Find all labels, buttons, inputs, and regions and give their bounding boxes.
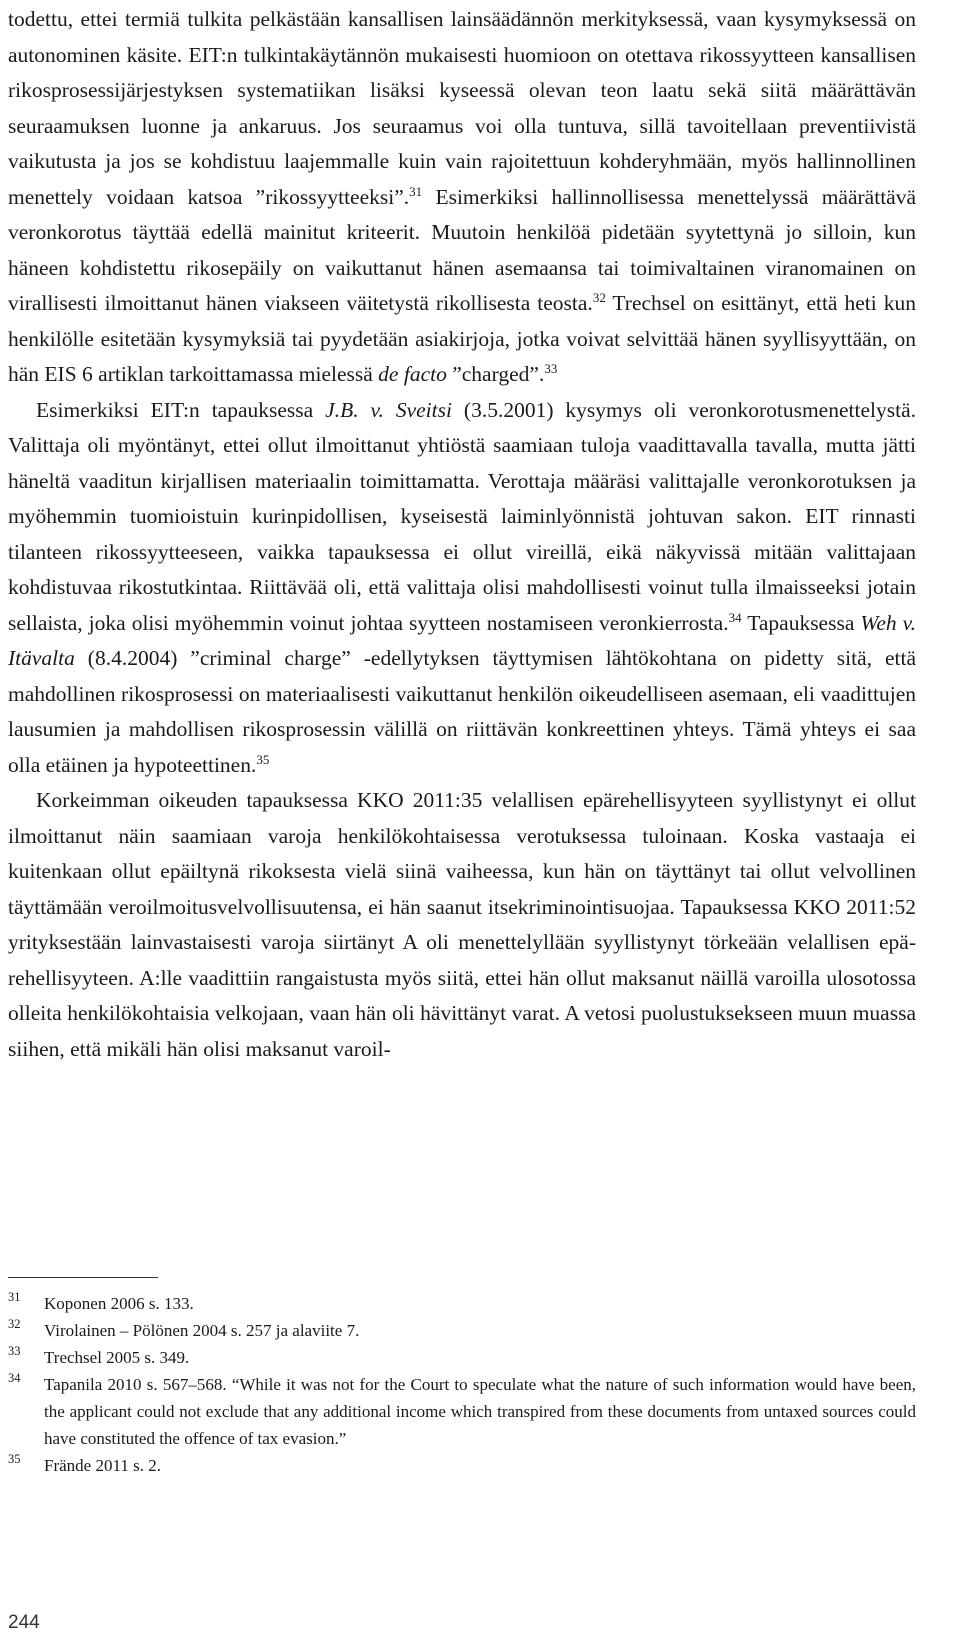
footnote-number: 33 (8, 1344, 21, 1358)
footnote-ref: 35 (256, 751, 270, 767)
paragraph-text: (8.4.2004) ”criminal charge” -edellytyksen täyttymisen lähtökohtana on pidetty sitä, että mahdollinen rikosprosessi on materiaalisesti vaikuttanut henkilön oikeudelliseen asemaan, eli vaadittujen lausumien ja mahdollisen rikosprosessin välillä on riittävän konkreettinen yhteys. Tämä yhteys ei saa olla etäinen ja hypoteettinen. (8, 646, 916, 777)
footnote (8, 1344, 916, 1371)
case-name: J.B. v. Sveitsi (325, 397, 452, 422)
page-number: 244 (8, 1612, 40, 1633)
paragraph-2 (8, 393, 916, 784)
case-name: Weh v. Itävalta (8, 610, 916, 670)
footnote-ref: 33 (544, 360, 558, 376)
paragraph-text: Esimerkiksi hallinnollisessa menettelyssä määrättävä veronkorotus täyttää edellä mainitut kriteerit. Muutoin henkilöä pidetään syytettynä jo silloin, kun häneen kohdistettu rikosepäily on vaikuttanut hänen asemaansa tai toimivaltainen viranomainen on virallisesti ilmoittanut hänen viakseen väitetystä rikollisesta teosta. (8, 184, 916, 315)
footnote-text: Frände 2011 s. 2. (44, 1456, 161, 1475)
italic-term: de facto (378, 362, 447, 386)
footnote-number: 34 (8, 1371, 21, 1385)
footnote (8, 1290, 916, 1317)
paragraph-text: Tapauksessa (741, 610, 861, 635)
footnote-text: Tapanila 2010 s. 567–568. “While it was not for the Court to speculate what the nature of such information would have been, the applicant could not exclude that any additional income which transpired from these documents from untaxed sources could have constituted the offence of tax evasion.” (44, 1375, 916, 1448)
footnote (8, 1317, 916, 1344)
footnote-text: Koponen 2006 s. 133. (44, 1294, 194, 1313)
footnotes (8, 1290, 916, 1479)
footnote (8, 1452, 916, 1479)
footnote-divider (8, 1277, 158, 1278)
footnote-ref: 34 (728, 609, 742, 625)
paragraph-text: ”charged”. (446, 362, 545, 386)
footnote-number: 31 (8, 1290, 21, 1304)
paragraph-text: todettu, ettei termiä tulkita pelkästään kansallisen lainsäädännön merkityksessä, vaan kysymyksessä on autonominen käsite. EIT:n tulkintakäytännön mukaisesti huomioon on otettava rikossyytteen kansallisen rikosprosessijärjestyksen systematiikan lisäksi kyseessä olevan teon laatu sekä siitä määrättävän seuraamuksen luonne ja ankaruus. Jos seuraamus voi olla tuntuva, sillä tavoitellaan preventiivistä vaikutusta ja jos se kohdistuu laajemmalle kuin vain rajoitettuun kohderyhmään, myös hallinnollinen menettely voidaan katsoa ”rikossyytteeksi”. (8, 7, 916, 209)
paragraph-3: Korkeimman oikeuden tapauksessa KKO 2011:35 velallisen epärehellisyyteen syyllistynyt ei ollut ilmoittanut näin saamiaan varoja henkilökohtaisessa verotuksessa tuloinaan. Koska vastaaja ei kuitenkaan ollut epäiltynä rikoksesta vielä siinä vaiheessa, kun hän on täyttänyt tai ollut velvollinen täyttämään veroilmoitusvelvollisuutensa, ei hän saanut itsekriminointisuojaa. Tapauksessa KKO 2011:52 yrityksestään lainvastaisesti varoja siirtänyt A oli menettelyllään syyllistynyt törkeään velallisen epärehellisyyteen. A:lle vaadittiin rangaistusta myös siitä, ettei hän ollut maksanut näillä varoilla ulosotossa olleita henkilökohtaisia velkojaan, vaan hän oli hävittänyt varat. A vetosi puolustuksekseen muun muassa siihen, että mikäli hän olisi maksanut varoil- (8, 788, 916, 1061)
footnote-number: 35 (8, 1452, 21, 1466)
footnote-ref: 31 (409, 183, 423, 199)
paragraph-text: Esimerkiksi EIT:n tapauksessa (36, 397, 326, 422)
footnote-text: Virolainen – Pölönen 2004 s. 257 ja alaviite 7. (44, 1321, 360, 1340)
body-text (8, 0, 916, 1067)
footnote (8, 1371, 916, 1452)
footnote-text: Trechsel 2005 s. 349. (44, 1348, 190, 1367)
footnote-number: 32 (8, 1317, 21, 1331)
footnote-ref: 32 (592, 289, 606, 305)
paragraph-1 (8, 2, 916, 393)
paragraph-text: (3.5.2001) kysymys oli veronkorotusmenettelystä. Valittaja oli myöntänyt, ettei ollut ilmoittanut yhtiöstä saamiaan tuloja vaadittavalla tavalla, mutta jätti häneltä vaaditun kirjallisen materiaalin toimittamatta. Verottaja määräsi valittajalle veronkorotuksen ja myöhemmin tuomioistuin kurinpidollisen, kyseisestä laiminlyönnistä johtuvan sakon. EIT rinnasti tilanteen rikossyytteeseen, vaikka tapauksessa ei ollut vireillä, eikä näkyvissä mitään valittajaan kohdistuvaa rikostutkintaa. Riittävää oli, että valittaja olisi mahdollisesti voinut tulla ilmaisseeksi jotain sellaista, joka olisi myöhemmin voinut johtaa syytteen nostamiseen veronkierrosta. (8, 397, 916, 635)
paragraph-text: Trechsel on esittänyt, että heti kun henkilölle esitetään kysymyksiä tai pyydetään asiakirjoja, jotka voivat selvittää hänen syyllisyyttään, on hän EIS 6 artiklan tarkoittamassa mielessä (8, 291, 916, 386)
